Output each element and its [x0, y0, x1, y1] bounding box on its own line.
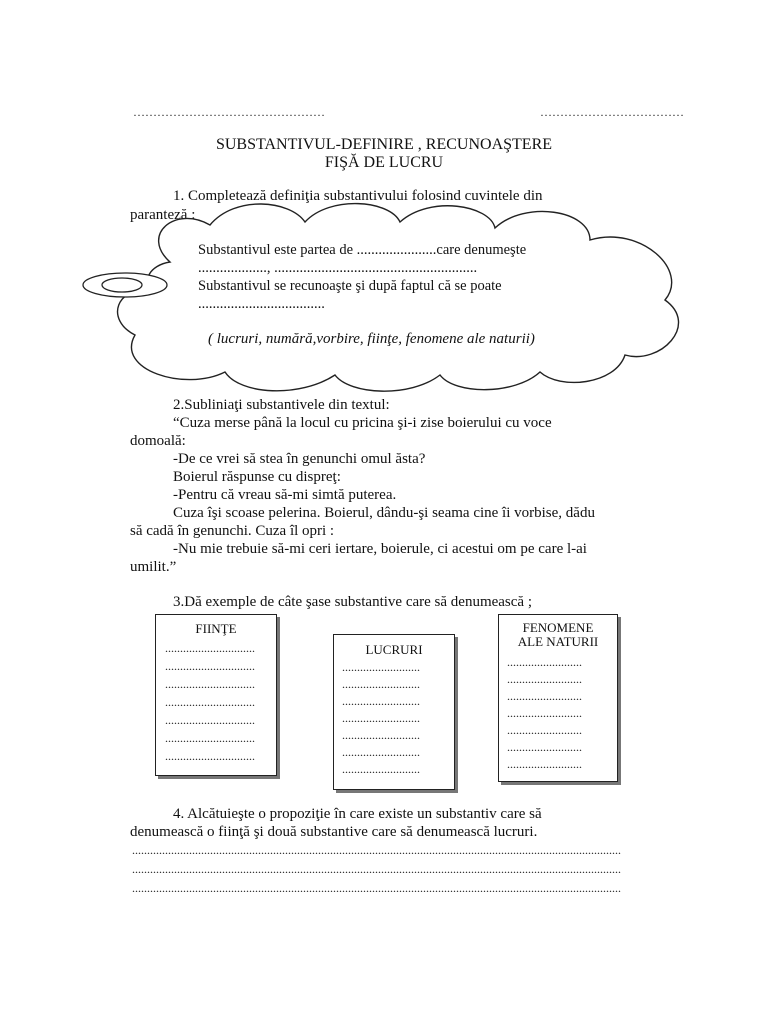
box-fenomene — [498, 614, 618, 782]
ex2-text-line: Cuza îşi scoase pelerina. Boierul, dându-şi seama cine îi vorbise, dădu — [173, 505, 595, 521]
ex3-instruction: 3.Dă exemple de câte şase substantive care să denumească ; — [173, 594, 533, 610]
page-title: SUBSTANTIVUL-DEFINIRE , RECUNOAŞTERE — [215, 136, 553, 153]
box-fiinte-line[interactable]: .............................. — [165, 695, 255, 709]
box-lucruri-line[interactable]: .......................... — [342, 762, 420, 776]
cloud-bubble-inner — [102, 278, 142, 292]
box-fiinte-title: FIINŢE — [195, 621, 237, 636]
box-fiinte-line[interactable]: .............................. — [165, 677, 255, 691]
box-lucruri-line[interactable]: .......................... — [342, 711, 420, 725]
cloud-word-hint: ( lucruri, numără,vorbire, fiinţe, fenomene ale naturii) — [208, 331, 535, 347]
box-fenomene-line[interactable]: ......................... — [507, 740, 582, 754]
ex1-instruction-line1: 1. Completează definiţia substantivului folosind cuvintele din — [173, 188, 543, 204]
box-lucruri-line[interactable]: .......................... — [342, 694, 420, 708]
ex1-instruction-line2: paranteză : — [130, 207, 196, 223]
box-lucruri-line[interactable]: .......................... — [342, 745, 420, 759]
box-fenomene-line[interactable]: ......................... — [507, 655, 582, 669]
ex2-text-line: să cadă în genunchi. Cuza îl opri : — [130, 523, 335, 539]
box-fenomene-line[interactable]: ......................... — [507, 689, 582, 703]
box-fenomene-line[interactable]: ......................... — [507, 706, 582, 720]
ex2-instruction: 2.Subliniaţi substantivele din textul: — [173, 397, 390, 413]
ex4-answer-line[interactable]: ................................................................................................................................................................... — [132, 881, 621, 895]
box-fiinte-line[interactable]: .............................. — [165, 731, 255, 745]
page-subtitle: FIŞĂ DE LUCRU — [324, 154, 444, 171]
box-fiinte-line[interactable]: .............................. — [165, 659, 255, 673]
box-lucruri-line[interactable]: .......................... — [342, 677, 420, 691]
cloud-line-4[interactable]: ................................... — [198, 296, 325, 312]
ex4-answer-line[interactable]: ................................................................................................................................................................... — [132, 862, 621, 876]
ex2-text-line: “Cuza merse până la locul cu pricina şi-i zise boierului cu voce — [173, 415, 552, 431]
ex2-text-line: -De ce vrei să stea în genunchi omul ăsta? — [173, 451, 426, 467]
ex2-text-line: Boierul răspunse cu dispreţ: — [173, 469, 341, 485]
box-fenomene-line[interactable]: ......................... — [507, 757, 582, 771]
box-fenomene-line[interactable]: ......................... — [507, 723, 582, 737]
ex2-text-line: -Nu mie trebuie să-mi ceri iertare, boierule, ci acestui om pe care l-ai — [173, 541, 587, 557]
cloud-line-3: Substantivul se recunoaşte şi după faptul că se poate — [198, 278, 502, 294]
ex4-instruction-line1: 4. Alcătuieşte o propoziţie în care existe un substantiv care să — [173, 806, 542, 822]
ex4-instruction-line2: denumească o fiinţă şi două substantive care să denumească lucruri. — [130, 824, 538, 840]
name-blank[interactable]: ………………………………………… — [133, 105, 325, 119]
cloud-line-2[interactable]: ..................., ........................................................ — [198, 260, 478, 276]
box-fiinte-line[interactable]: .............................. — [165, 641, 255, 655]
ex2-text-line: umilit.” — [130, 559, 177, 575]
box-fenomene-title-1: FENOMENE — [522, 620, 594, 635]
ex2-text-line: -Pentru că vreau să-mi simtă puterea. — [173, 487, 397, 503]
date-blank[interactable]: ……………………………… — [540, 105, 684, 119]
box-lucruri-line[interactable]: .......................... — [342, 660, 420, 674]
box-lucruri-line[interactable]: .......................... — [342, 728, 420, 742]
box-fiinte — [155, 614, 277, 776]
cloud-line-1: Substantivul este partea de ......................care denumeşte — [198, 242, 527, 258]
box-lucruri — [333, 634, 455, 790]
ex4-answer-line[interactable]: ................................................................................................................................................................... — [132, 843, 621, 857]
box-fiinte-line[interactable]: .............................. — [165, 749, 255, 763]
ex2-text-line: domoală: — [130, 433, 186, 449]
box-lucruri-title: LUCRURI — [365, 642, 423, 657]
box-fenomene-title-2: ALE NATURII — [517, 634, 599, 649]
box-fiinte-line[interactable]: .............................. — [165, 713, 255, 727]
box-fenomene-line[interactable]: ......................... — [507, 672, 582, 686]
